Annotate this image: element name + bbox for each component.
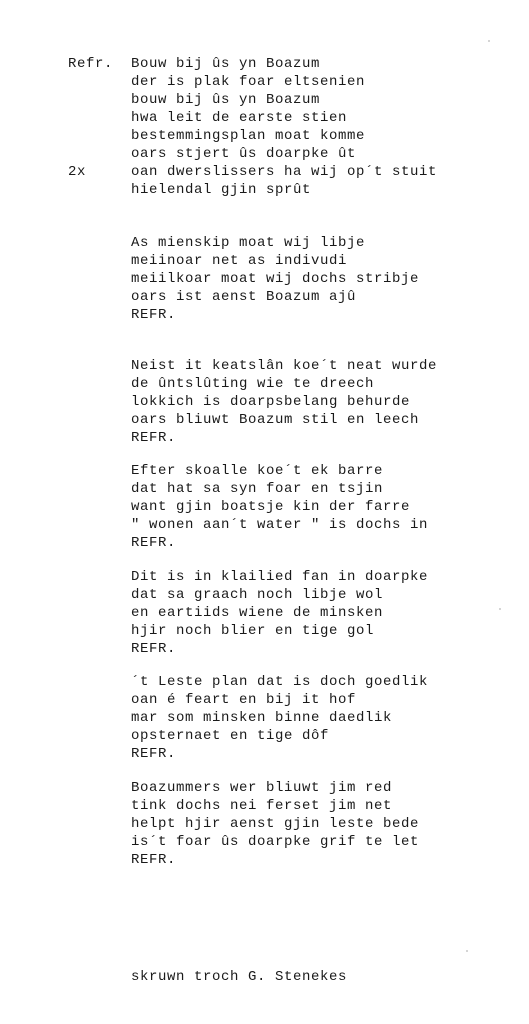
verse-line: oars bliuwt Boazum stil en leech: [131, 412, 420, 428]
paper-speck: [466, 950, 468, 952]
refrain-marker: REFR.: [131, 307, 177, 323]
verse-line: helpt hjir aenst gjin leste bede: [131, 816, 420, 832]
verse-line: Dit is in klailied fan in doarpke: [131, 569, 429, 585]
verse-line: Efter skoalle koe´t ek barre: [131, 463, 384, 479]
refrain-line: oars stjert ûs doarpke ût: [131, 146, 357, 162]
verse-line: Neist it keatslân koe´t neat wurde: [131, 358, 438, 374]
verse-line: Boazummers wer bliuwt jim red: [131, 780, 393, 796]
refrain-marker: REFR.: [131, 852, 177, 868]
refrain-line: bestemmingsplan moat komme: [131, 128, 366, 144]
refrain-line: bouw bij ûs yn Boazum: [131, 92, 321, 108]
refrain-marker: REFR.: [131, 535, 177, 551]
verse-line: tink dochs nei ferset jim net: [131, 798, 393, 814]
verse-line: oars ist aenst Boazum ajû: [131, 289, 357, 305]
refrain-marker: REFR.: [131, 746, 177, 762]
refrain-marker: REFR.: [131, 430, 177, 446]
verse-line: As mienskip moat wij libje: [131, 235, 366, 251]
refrain-label: Refr.: [68, 56, 114, 72]
verse-line: hjir noch blier en tige gol: [131, 623, 375, 639]
refrain-marker: REFR.: [131, 641, 177, 657]
verse-line: de ûntslûting wie te dreech: [131, 376, 375, 392]
verse-line: " wonen aan´t water " is dochs in: [131, 517, 429, 533]
verse-line: is´t foar ûs doarpke grif te let: [131, 834, 420, 850]
paper-speck: [499, 608, 501, 610]
refrain-line: oan dwerslissers ha wij op´t stuit: [131, 164, 438, 180]
verse-line: opsternaet en tige dôf: [131, 728, 330, 744]
verse-line: dat sa graach noch libje wol: [131, 587, 384, 603]
verse-line: meiinoar net as indivudi: [131, 253, 348, 269]
verse-line: lokkich is doarpsbelang behurde: [131, 394, 411, 410]
author-signature: skruwn troch G. Stenekes: [131, 969, 348, 985]
verse-line: want gjin boatsje kin der farre: [131, 499, 411, 515]
refrain-line: hielendal gjin sprût: [131, 182, 312, 198]
refrain-line: hwa leit de earste stien: [131, 110, 348, 126]
verse-line: dat hat sa syn foar en tsjin: [131, 481, 384, 497]
refrain-line: der is plak foar eltsenien: [131, 74, 366, 90]
refrain-line: Bouw bij ûs yn Boazum: [131, 56, 321, 72]
verse-line: oan é feart en bij it hof: [131, 692, 357, 708]
repeat-label: 2x: [68, 164, 87, 180]
verse-line: en eartiids wiene de minsken: [131, 605, 384, 621]
verse-line: mar som minsken binne daedlik: [131, 710, 393, 726]
verse-line: ´t Leste plan dat is doch goedlik: [131, 674, 429, 690]
verse-line: meiilkoar moat wij dochs stribje: [131, 271, 420, 287]
paper-speck: [488, 40, 490, 42]
